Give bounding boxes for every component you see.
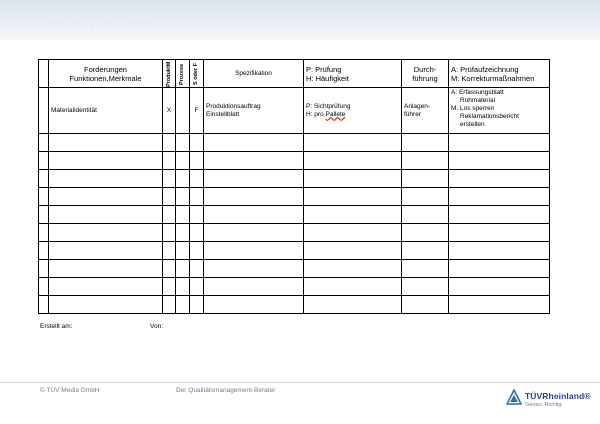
header-band <box>0 0 600 40</box>
table-cell <box>39 188 49 206</box>
table-cell <box>190 224 204 242</box>
table-cell <box>176 134 190 152</box>
s-oder-f-value: F <box>194 106 199 114</box>
table-cell <box>190 134 204 152</box>
s-oder-f-header-label: S oder F <box>193 62 199 85</box>
row-index-cell <box>39 88 49 134</box>
produkt-cell <box>163 88 176 134</box>
table-cell <box>190 242 204 260</box>
table-cell <box>304 260 402 278</box>
table-cell <box>163 170 176 188</box>
pruefung-cell <box>304 88 402 134</box>
forderungen-header-line1: Forderungen <box>84 64 127 74</box>
pruefung-header-line1: P: Prüfung <box>306 64 342 74</box>
table-cell <box>204 206 304 224</box>
table-row <box>39 260 550 278</box>
table-cell <box>402 188 449 206</box>
aufzeichnung-header <box>449 60 550 88</box>
control-plan-table <box>38 59 550 314</box>
haeufigkeit-prefix: H: pro <box>306 110 326 118</box>
table-cell <box>190 296 204 314</box>
table-cell <box>204 188 304 206</box>
table-cell <box>449 260 550 278</box>
table-cell <box>49 224 163 242</box>
table-cell <box>176 260 190 278</box>
table-row <box>39 242 550 260</box>
korrektur-line1: M: Los sperren <box>451 105 495 112</box>
table-cell <box>39 206 49 224</box>
copyright-text: © TÜV Media GmbH <box>40 387 100 394</box>
table-cell <box>163 188 176 206</box>
table-row <box>39 296 550 314</box>
table-cell <box>39 152 49 170</box>
produkt-header <box>163 60 176 88</box>
durchfuehrung-cell <box>402 88 449 134</box>
prozess-cell <box>176 88 190 134</box>
table-cell <box>449 242 550 260</box>
table-cell <box>163 224 176 242</box>
created-date-label: Erstellt am: <box>40 323 73 330</box>
brand-slogan: Genau. Richtig. <box>525 402 563 408</box>
table-header-row <box>39 60 550 88</box>
table-cell <box>163 206 176 224</box>
table-cell <box>402 206 449 224</box>
korrektur-line3: erstellen <box>460 121 485 128</box>
table-cell <box>163 278 176 296</box>
table-cell <box>449 152 550 170</box>
durchfuehrung-header <box>402 60 449 88</box>
table-cell <box>176 296 190 314</box>
table-cell <box>190 206 204 224</box>
table-cell <box>39 242 49 260</box>
haeufigkeit-word: Pallete <box>325 110 346 118</box>
table-cell <box>49 152 163 170</box>
footer-tagline: Der Qualitätsmanagement-Berater <box>176 387 276 394</box>
table-cell <box>304 188 402 206</box>
forderungen-header <box>49 60 163 88</box>
table-cell <box>449 224 550 242</box>
table-cell <box>39 278 49 296</box>
table-cell <box>402 296 449 314</box>
table-cell <box>190 188 204 206</box>
table-cell <box>449 296 550 314</box>
table-cell <box>39 260 49 278</box>
aufzeichnung-line1: A: Erfassungsblatt <box>451 89 504 96</box>
table-cell <box>163 260 176 278</box>
table-row <box>39 134 550 152</box>
spezifikation-cell <box>204 88 304 134</box>
table-cell <box>204 152 304 170</box>
created-by-label: Von: <box>150 323 164 330</box>
table-cell <box>204 134 304 152</box>
table-cell <box>304 296 402 314</box>
forderung-value: Materialidentität <box>51 106 97 114</box>
produkt-header-label: ProduktM <box>165 60 172 87</box>
table-cell <box>49 170 163 188</box>
s-oder-f-header <box>190 60 204 88</box>
table-cell <box>176 206 190 224</box>
table-row <box>39 88 550 134</box>
table-cell <box>304 134 402 152</box>
durchfuehrung-header-line2: führung <box>412 73 438 83</box>
spezifikation-header <box>204 60 304 88</box>
table-cell <box>190 170 204 188</box>
table-cell <box>163 242 176 260</box>
table-cell <box>402 260 449 278</box>
table-cell <box>49 260 163 278</box>
table-cell <box>163 296 176 314</box>
korrektur-header-line2: M: Korrekturmaßnahmen <box>451 73 535 83</box>
table-cell <box>402 170 449 188</box>
produkt-value: X <box>166 106 172 114</box>
table-cell <box>204 296 304 314</box>
table-cell <box>402 134 449 152</box>
table-cell <box>176 188 190 206</box>
table-cell <box>204 242 304 260</box>
table-cell <box>402 224 449 242</box>
aufzeichnung-line2: Rohmaterial <box>460 97 496 104</box>
spezifikation-line2: Einstellblatt <box>206 110 240 118</box>
table-cell <box>304 242 402 260</box>
table-cell <box>204 260 304 278</box>
table-cell <box>304 206 402 224</box>
brand-name: TÜVRheinland® <box>525 391 591 401</box>
forderungen-header-line2: Funktionen,Merkmale <box>69 73 142 83</box>
table-cell <box>449 206 550 224</box>
table-cell <box>402 152 449 170</box>
table-cell <box>176 242 190 260</box>
table-cell <box>39 170 49 188</box>
table-cell <box>449 134 550 152</box>
tuv-rheinland-logo <box>506 389 596 413</box>
table-row <box>39 278 550 296</box>
haeufigkeit-line <box>306 111 399 119</box>
table-cell <box>449 278 550 296</box>
table-cell <box>449 188 550 206</box>
table-cell <box>190 152 204 170</box>
table-row <box>39 224 550 242</box>
table-cell <box>304 152 402 170</box>
korrektur-line2: Reklamationsbericht <box>460 113 519 120</box>
table-cell <box>176 170 190 188</box>
table-cell <box>49 242 163 260</box>
table-row <box>39 206 550 224</box>
spezifikation-line1: Produktionsauftrag <box>206 102 261 110</box>
table-cell <box>39 224 49 242</box>
empty-rows <box>39 134 550 314</box>
durchfuehrung-line1: Anlagen- <box>404 102 431 110</box>
table-cell <box>190 278 204 296</box>
table-cell <box>176 278 190 296</box>
durchfuehrung-line2: führer <box>404 110 421 118</box>
forderung-cell <box>49 88 163 134</box>
prozess-header-label: Prozess <box>179 62 185 85</box>
table-cell <box>49 134 163 152</box>
table-cell <box>176 224 190 242</box>
table-row <box>39 152 550 170</box>
table-cell <box>176 152 190 170</box>
s-oder-f-cell <box>190 88 204 134</box>
row-index-header <box>39 60 49 88</box>
table-cell <box>49 188 163 206</box>
table-cell <box>204 278 304 296</box>
aufzeichnung-cell <box>449 88 550 134</box>
page-title: Vorlage Control-Plan „Prozess“ <box>40 21 154 30</box>
prozess-header <box>176 60 190 88</box>
spezifikation-header-label: Spezifikation <box>235 70 272 77</box>
pruefung-header <box>304 60 402 88</box>
table-cell <box>39 296 49 314</box>
table-cell <box>163 134 176 152</box>
table-cell <box>304 278 402 296</box>
table-cell <box>49 296 163 314</box>
table-cell <box>39 134 49 152</box>
table-cell <box>402 242 449 260</box>
table-cell <box>449 170 550 188</box>
table-cell <box>49 278 163 296</box>
aufzeichnung-header-line1: A: Prüfaufzeichnung <box>451 64 519 74</box>
haeufigkeit-header-line2: H: Häufigkeit <box>306 73 349 83</box>
table-row <box>39 170 550 188</box>
table-cell <box>402 278 449 296</box>
table-cell <box>49 206 163 224</box>
table-cell <box>304 170 402 188</box>
table-row <box>39 188 550 206</box>
triangle-logo-icon <box>506 389 522 407</box>
pruefung-line1: P: Sichtprüfung <box>306 102 351 110</box>
table-cell <box>204 224 304 242</box>
footer-divider <box>0 382 600 383</box>
table-cell <box>163 152 176 170</box>
durchfuehrung-header-line1: Durch- <box>413 64 437 74</box>
table-cell <box>204 170 304 188</box>
table-cell <box>190 260 204 278</box>
table-cell <box>304 224 402 242</box>
